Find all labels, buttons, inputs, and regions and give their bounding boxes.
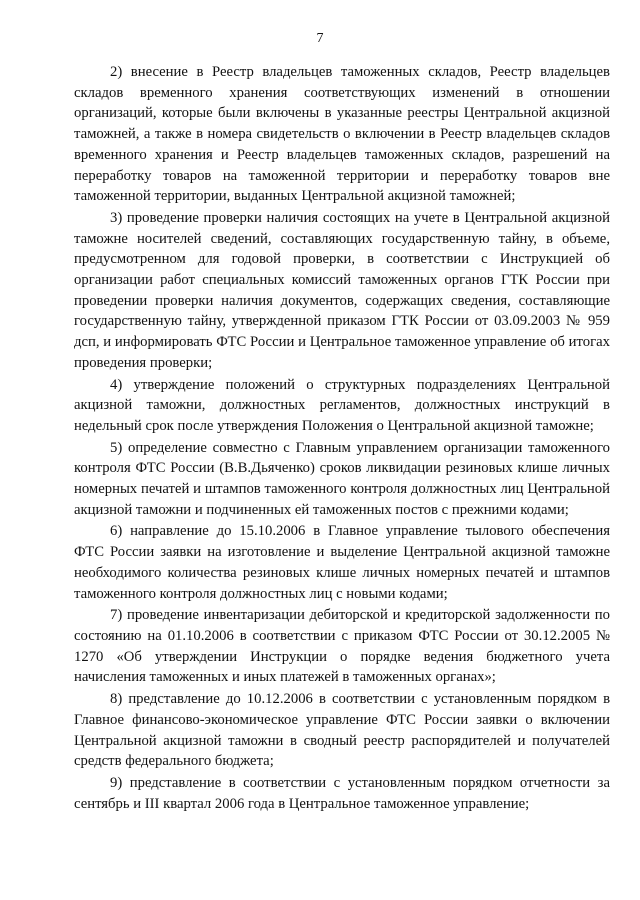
page-number: 7 xyxy=(316,31,324,46)
paragraph-item-8: 8) представление до 10.12.2006 в соответствии с установленным порядком в Главное финансово-экономическое управление ФТС России заявки о включении Центральной акцизной таможни в сводный реестр распорядителей и получателей средств федерального бюджета; xyxy=(74,691,610,770)
paragraph-item-4: 4) утверждение положений о структурных подразделениях Центральной акцизной таможни, должностных регламентов, должностных инструкций в недельный срок после утверждения Положения о Центральной акцизной таможне; xyxy=(74,376,610,434)
paragraph-item-7: 7) проведение инвентаризации дебиторской и кредиторской задолженности по состоянию на 01.10.2006 в соответствии с приказом ФТС России от 30.12.2005 № 1270 «Об утверждении Инструкции о порядке ведения бюджетного учета начисления таможенных и иных платежей в таможенных органах»; xyxy=(74,607,610,686)
paragraph-item-3: 3) проведение проверки наличия состоящих на учете в Центральной акцизной таможне носителей сведений, составляющих государственную тайну, в объеме, предусмотренном для годовой проверки, в соответствии с Инструкцией об организации работ специальных комиссий таможенных органов ГТК России при проведении проверки наличия документов, содержащих сведения, составляющие государственную тайну, утвержденной приказом ГТК России от 03.09.2003 № 959 дсп, и информировать ФТС России и Центральное таможенное управление об итогах проведения проверки; xyxy=(74,209,610,371)
document-body xyxy=(74,62,610,815)
paragraph-item-6: 6) направление до 15.10.2006 в Главное управление тылового обеспечения ФТС России заявки на изготовление и выделение Центральной акцизной таможне необходимого количества резиновых клише личных номерных печатей и штампов таможенного контроля должностных лиц с новыми кодами; xyxy=(74,523,610,602)
paragraph-item-9: 9) представление в соответствии с установленным порядком отчетности за сентябрь и III квартал 2006 года в Центральное таможенное управление; xyxy=(74,774,610,812)
paragraph-item-2: 2) внесение в Реестр владельцев таможенных складов, Реестр владельцев складов временного хранения соответствующих изменений в отношении организаций, которые были включены в указанные реестры Центральной акцизной таможней, а также в номера свидетельств о включении в Реестр владельцев складов временного хранения и Реестр владельцев таможенных складов, разрешений на переработку товаров на таможенной территории и переработку товаров вне таможенной территории, выданных Центральной акцизной таможней; xyxy=(74,64,610,205)
paragraph-item-5: 5) определение совместно с Главным управлением организации таможенного контроля ФТС России (В.В.Дьяченко) сроков ликвидации резиновых клише личных номерных печатей и штампов таможенного контроля должностных лиц Центральной акцизной таможни и подчиненных ей таможенных постов с прежними кодами; xyxy=(74,439,610,518)
